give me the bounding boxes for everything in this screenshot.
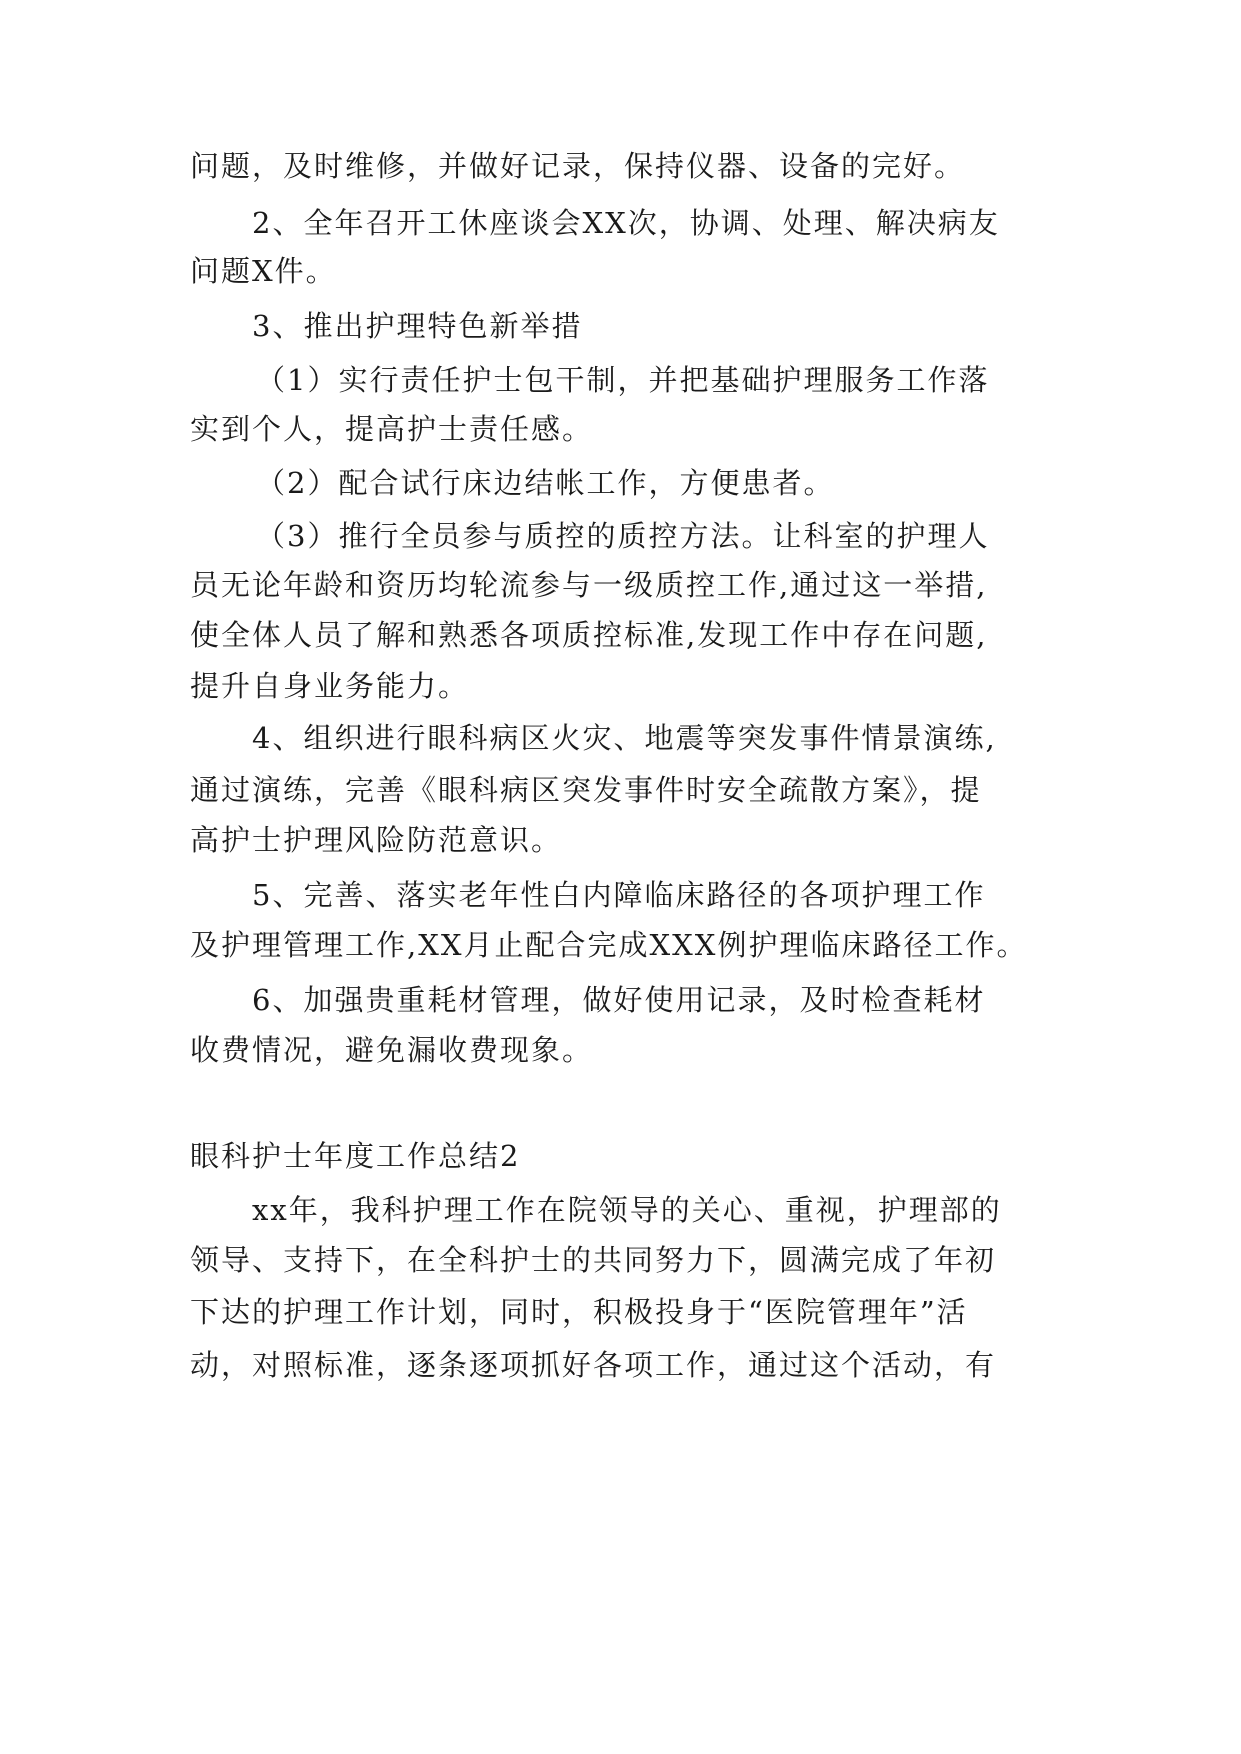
paragraph-line: 实到个人，提高护士责任感。 [190, 412, 594, 446]
paragraph-line: 3、推出护理特色新举措 [252, 309, 583, 343]
paragraph-line: 下达的护理工作计划，同时，积极投身于“医院管理年”活 [190, 1295, 968, 1329]
paragraph-line: 高护士护理风险防范意识。 [190, 823, 563, 857]
paragraph-line: （2）配合试行床边结帐工作，方便患者。 [256, 466, 835, 500]
paragraph-line: 动，对照标准，逐条逐项抓好各项工作，通过这个活动，有 [190, 1348, 997, 1382]
section-heading: 眼科护士年度工作总结2 [190, 1139, 521, 1173]
paragraph-line: （3）推行全员参与质控的质控方法。让科室的护理人 [256, 519, 990, 553]
paragraph-line: 领导、支持下，在全科护士的共同努力下，圆满完成了年初 [190, 1243, 997, 1277]
paragraph-line: 5、完善、落实老年性白内障临床路径的各项护理工作 [252, 878, 986, 912]
paragraph-line: 收费情况，避免漏收费现象。 [190, 1033, 594, 1067]
paragraph-line: 4、组织进行眼科病区火灾、地震等突发事件情景演练, [252, 721, 997, 755]
paragraph-line: 问题X件。 [190, 254, 337, 288]
paragraph-line: 使全体人员了解和熟悉各项质控标准,发现工作中存在问题, [190, 618, 988, 652]
paragraph-line: 2、全年召开工休座谈会XX次，协调、处理、解决病友 [252, 206, 1000, 240]
paragraph-line: （1）实行责任护士包干制，并把基础护理服务工作落 [256, 363, 990, 397]
paragraph-line: xx年，我科护理工作在院领导的关心、重视，护理部的 [252, 1193, 1002, 1227]
paragraph-line: 及护理管理工作,XX月止配合完成XXX例护理临床路径工作。 [190, 928, 1028, 962]
paragraph-line: 问题，及时维修，并做好记录，保持仪器、设备的完好。 [190, 149, 966, 183]
paragraph-line: 员无论年龄和资历均轮流参与一级质控工作,通过这一举措, [190, 568, 988, 602]
paragraph-line: 6、加强贵重耗材管理，做好使用记录，及时检查耗材 [252, 983, 986, 1017]
paragraph-line: 提升自身业务能力。 [190, 669, 470, 703]
paragraph-line: 通过演练，完善《眼科病区突发事件时安全疏散方案》，提 [190, 773, 982, 807]
